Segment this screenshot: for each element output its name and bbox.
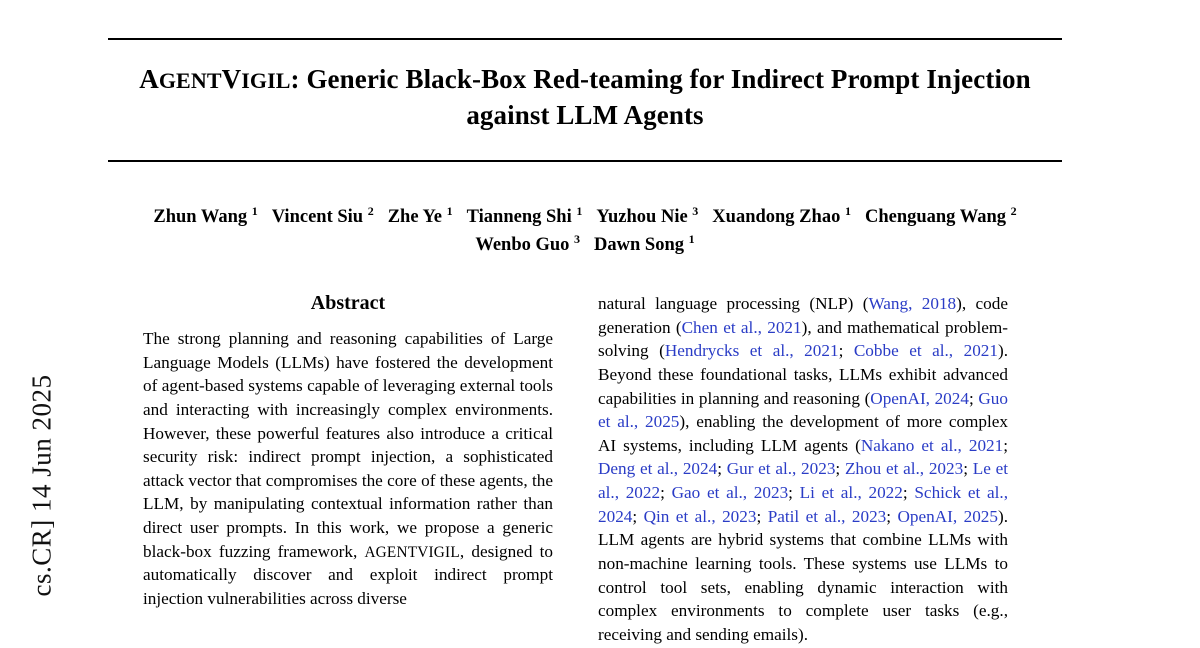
author-name: Vincent Siu $^2$ (271, 204, 374, 228)
body-text-run: ; (886, 506, 898, 526)
abstract-heading: Abstract (310, 292, 386, 314)
body-text-run: ; (902, 483, 915, 503)
citation-link[interactable]: Qin et al., 2023 (643, 506, 757, 526)
introduction-text (598, 292, 1008, 647)
citation-link[interactable]: Cobbe et al., 2021 (853, 341, 998, 361)
author-name: Chenguang Wang $^2$ (864, 204, 1017, 228)
author-affiliation-marker: 1 (844, 204, 851, 218)
author-name: Zhe Ye $^1$ (387, 204, 453, 228)
citation-link[interactable]: OpenAI, 2024 (870, 388, 969, 408)
author-name: Yuzhou Nie $^3$ (596, 204, 699, 228)
body-text-run: ; (717, 459, 727, 479)
author-affiliation-marker: 3 (692, 204, 699, 218)
paper-title-line2: against LLM Agents (466, 99, 704, 130)
body-text-run: ). Beyond these foundational tasks, LLMs exhibit advanced capabilities in planning and reasoning ( (598, 341, 1009, 408)
paper-title-rest: : Generic Black-Box Red-teaming for Indirect Prompt Injection (290, 64, 1031, 94)
paper-title-name: AGENTVIGIL (139, 64, 291, 94)
page-title (108, 62, 1062, 133)
body-text-run: ; (1003, 435, 1009, 455)
body-text-run: ; (838, 341, 854, 361)
citation-link[interactable]: Nakano et al., 2021 (860, 435, 1004, 455)
body-text-run: ). LLM agents are hybrid systems that combine LLMs with non-machine learning tools. These systems use LLMs to control tool sets, enabling dynamic interaction with complex environments to complete user tasks (e.g., receiving and sending emails). (598, 506, 1009, 644)
author-list (108, 203, 1062, 259)
citation-link[interactable]: Le et al., 2022 (598, 459, 1008, 503)
author-affiliation-marker: 1 (688, 231, 695, 246)
body-text-run: ; (963, 459, 973, 479)
body-text-run: ), code generation ( (598, 294, 1009, 337)
citation-link[interactable]: Li et al., 2022 (799, 483, 903, 503)
body-text-run: ), enabling the development of more complex AI systems, including LLM agents ( (598, 412, 1008, 455)
author-name: Tianneng Shi $^1$ (466, 204, 583, 228)
author-affiliation-marker: 3 (574, 231, 581, 246)
author-name: Xuandong Zhao $^1$ (712, 204, 851, 228)
title-rule-bottom (108, 160, 1062, 162)
abstract-text (143, 327, 553, 611)
author-affiliation-marker: 2 (1010, 204, 1017, 218)
abstract-part-2: , designed to automatically discover and exploit indirect prompt injection vulnerabilities across diverse (143, 541, 553, 609)
right-column (598, 292, 1008, 647)
two-column-body (108, 292, 1062, 648)
body-text-run: ; (632, 506, 644, 526)
author-affiliation-marker: 1 (576, 204, 583, 218)
body-text-run: ; (756, 506, 768, 526)
body-text-run: ; (788, 483, 800, 503)
citation-link[interactable]: Deng et al., 2024 (598, 459, 718, 479)
author-name: Zhun Wang $^1$ (153, 204, 258, 228)
abstract-part-1: The strong planning and reasoning capabilities of Large Language Models (LLMs) have fostered the development of agent-based systems capable of leveraging external tools and interacting with increasingly complex environments. However, these powerful features also introduce a critical security risk: indirect prompt injection, a sophisticated attack vector that compromises the core of these agents, the LLM, by manipulating contextual information rather than direct user prompts. In this work, we propose a generic black-box fuzzing framework, (143, 329, 553, 561)
citation-link[interactable]: Gur et al., 2023 (726, 459, 836, 479)
citation-link[interactable]: Guo et al., 2025 (598, 388, 1008, 432)
citation-link[interactable]: Chen et al., 2021 (681, 317, 802, 337)
author-affiliation-marker: 2 (367, 204, 374, 218)
citation-link[interactable]: Patil et al., 2023 (767, 506, 887, 526)
citation-link[interactable]: Wang, 2018 (868, 294, 957, 313)
author-name: Dawn Song $^1$ (594, 231, 695, 256)
author-name: Wenbo Guo $^3$ (475, 231, 581, 256)
author-line-1 (108, 203, 1062, 231)
body-text-run: ; (660, 483, 672, 503)
body-text-run: ; (835, 459, 845, 479)
left-column (143, 292, 553, 611)
citation-link[interactable]: OpenAI, 2025 (897, 506, 998, 526)
citation-link[interactable]: Gao et al., 2023 (671, 483, 789, 503)
framework-name: AGENTVIGIL (364, 543, 460, 561)
arxiv-stamp: cs.CR] 14 Jun 2025 (26, 374, 57, 597)
body-text-run: ; (968, 388, 979, 408)
author-affiliation-marker: 1 (251, 204, 258, 218)
citation-link[interactable]: Hendrycks et al., 2021 (664, 341, 839, 361)
title-rule-top (108, 38, 1062, 40)
author-affiliation-marker: 1 (446, 204, 453, 218)
body-text-run: ), and mathematical problem-solving ( (598, 317, 1009, 361)
citation-link[interactable]: Schick et al., 2024 (598, 483, 1008, 526)
author-line-2 (108, 231, 1062, 259)
citation-link[interactable]: Zhou et al., 2023 (844, 459, 964, 479)
body-text-run: natural language processing (NLP) ( (598, 294, 869, 313)
